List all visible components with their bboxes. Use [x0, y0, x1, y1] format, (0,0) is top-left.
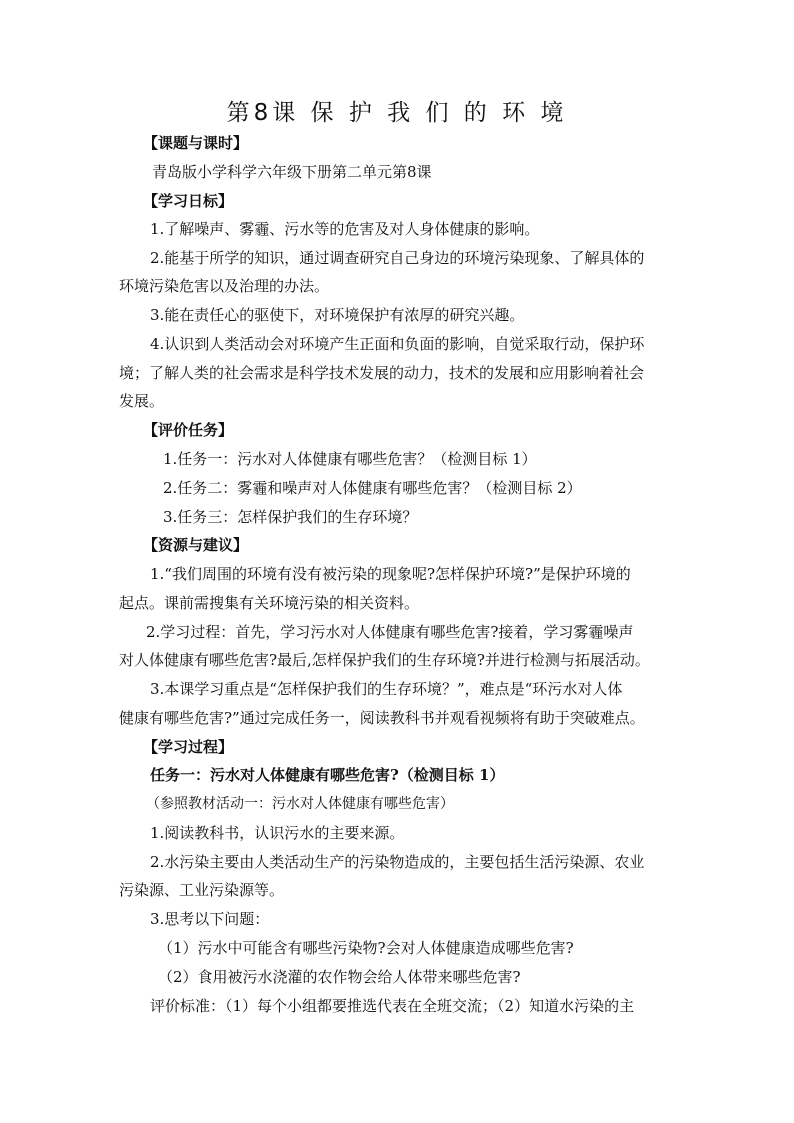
section-heading-resources: 【资源与建议】 — [143, 536, 249, 554]
course-info-line: 青岛版小学科学六年级下册第二单元第8课 — [152, 163, 432, 181]
resource-item-cont: 健康有哪些危害?”通过完成任务一，阅读教科书并观看视频将有助于突破难点。 — [119, 709, 645, 727]
resource-item: 3.本课学习重点是“怎样保护我们的生存环境？”，难点是“环污水对人体 — [150, 680, 623, 698]
process-task1-title: 任务一：污水对人体健康有哪些危害?（检测目标 1） — [150, 766, 505, 784]
objective-item: 1.了解噪声、雾霾、污水等的危害及对人身体健康的影响。 — [150, 220, 540, 238]
objective-item: 4.认识到人类活动会对环境产生正面和负面的影响，自觉采取行动，保护环 — [150, 335, 645, 353]
process-question: （2）食用被污水浇灌的农作物会给人体带来哪些危害? — [158, 968, 521, 986]
task-item: 2.任务二：雾霾和噪声对人体健康有哪些危害？（检测目标 2） — [163, 479, 582, 497]
process-reference: （参照教材活动一：污水对人体健康有哪些危害） — [146, 796, 454, 812]
objective-item: 2.能基于所学的知识，通过调查研究自己身边的环境污染现象、了解具体的 — [150, 249, 645, 267]
process-question: （1）污水中可能含有哪些污染物?会对人体健康造成哪些危害? — [158, 939, 574, 957]
objective-item-cont: 境；了解人类的社会需求是科学技术发展的动力，技术的发展和应用影响着社会 — [119, 364, 645, 382]
resource-item: 1.“我们周围的环境有没有被污染的现象呢?怎样保护环境?”是保护环境的 — [150, 565, 631, 583]
objective-item: 3.能在责任心的驱使下，对环境保护有浓厚的研究兴趣。 — [150, 306, 525, 324]
process-criteria: 评价标准：（1）每个小组都要推选代表在全班交流；（2）知道水污染的主 — [150, 997, 635, 1015]
objective-item-cont: 环境污染危害以及治理的办法。 — [119, 277, 330, 295]
task-item: 1.任务一：污水对人体健康有哪些危害？（检测目标 1） — [163, 450, 537, 468]
resource-item-cont: 起点。课前需搜集有关环境污染的相关资料。 — [119, 594, 420, 612]
process-item: 2.水污染主要由人类活动生产的污染物造成的，主要包括生活污染源、农业 — [150, 853, 645, 871]
process-item: 3.思考以下问题： — [150, 910, 270, 928]
process-item: 1.阅读教科书，认识污水的主要来源。 — [150, 824, 405, 842]
document-title: 第8课 保 护 我 们 的 环 境 — [226, 100, 568, 126]
section-heading-objectives: 【学习日标】 — [143, 192, 234, 210]
process-item-cont: 污染源、工业污染源等。 — [119, 881, 285, 899]
section-heading-process: 【学习过程】 — [143, 738, 234, 756]
objective-item-cont: 发展。 — [119, 392, 165, 410]
task-item: 3.任务三：怎样保护我们的生存环境？ — [163, 508, 418, 526]
resource-item: 2.学习过程：首先，学习污水对人体健康有哪些危害?接着，学习雾霾噪声 — [146, 623, 634, 641]
resource-item-cont: 对人体健康有哪些危害?最后,怎样保护我们的生存环境?并进行检测与拓展活动。 — [119, 651, 650, 669]
section-heading-course-info: 【课题与课时】 — [143, 134, 249, 152]
section-heading-tasks: 【评价任务】 — [143, 421, 234, 439]
